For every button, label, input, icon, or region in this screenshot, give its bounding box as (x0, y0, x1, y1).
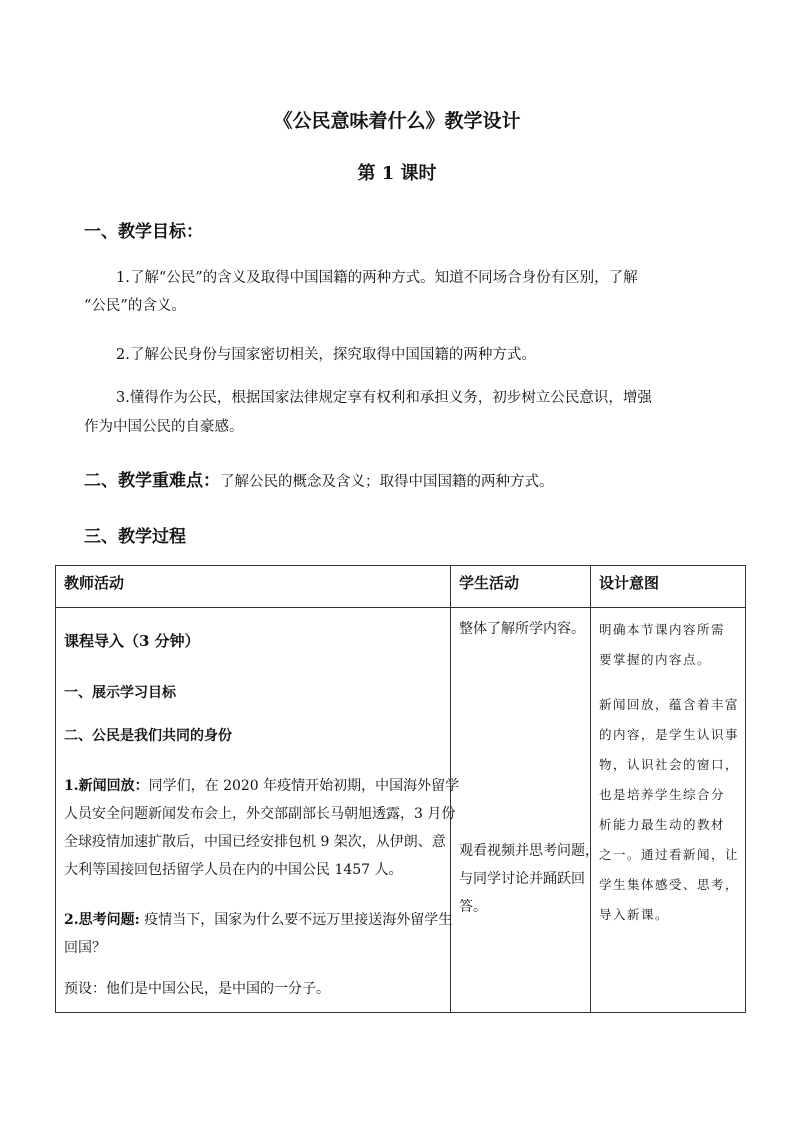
table-header-row (56, 566, 746, 608)
intent-line: 新闻回放，蕴含着丰富 (599, 697, 740, 712)
lesson-subtitle: 第 1 课时 (357, 163, 437, 184)
intent-line: 的内容，是学生认识事 (599, 727, 740, 742)
student-activity-2-line-2: 与同学讨论并踊跃回 (459, 871, 585, 887)
header-student-activity: 学生活动 (451, 566, 591, 608)
table-row (56, 608, 746, 1013)
news-line-3: 全球疫情加速扩散后，中国已经安排包机 9 架次，从伊朗、意 (64, 834, 446, 850)
objective-1-line-1: 1.了解“公民”的含义及取得中国国籍的两种方式。知道不同场合身份有区别，了解 (116, 270, 638, 286)
intent-line: 之一。通过看新闻，让 (599, 847, 740, 862)
header-design-intent: 设计意图 (591, 566, 746, 608)
section-heading-process: 三、教学过程 (84, 527, 186, 547)
question-line-1 (64, 909, 452, 929)
course-intro-heading: 课程导入（3 分钟） (64, 632, 200, 650)
key-points-paragraph (84, 466, 554, 491)
student-activity-1: 整体了解所学内容。 (459, 621, 585, 637)
preset-answer: 预设：他们是中国公民，是中国的一分子。 (64, 981, 330, 997)
header-teacher-activity: 教师活动 (56, 566, 451, 608)
news-line-2: 人员安全问题新闻发布会上，外交部副部长马朝旭透露，3 月份 (64, 806, 456, 822)
step-show-goals: 一、展示学习目标 (64, 685, 176, 701)
student-activity-2-line-1: 观看视频并思考问题， (459, 843, 599, 859)
intent-line: 物，认识社会的窗口， (599, 757, 740, 772)
intent-line: 导入新课。 (599, 907, 670, 922)
intent-line: 学生集体感受、思考， (599, 877, 740, 892)
teaching-process-table (55, 565, 746, 1013)
news-line-1 (64, 775, 459, 795)
student-activity-cell (451, 608, 599, 1013)
question-label: 2.思考问题: (64, 912, 140, 928)
intent-line: 也是培养学生综合分 (599, 787, 726, 802)
objective-2: 2.了解公民身份与国家密切相关，探究取得中国国籍的两种方式。 (116, 347, 536, 363)
teacher-activity-cell (56, 608, 460, 1013)
student-activity-2-line-3: 答。 (459, 899, 487, 915)
news-line-4: 大利等国接回包括留学人员在内的中国公民 1457 人。 (64, 862, 403, 878)
key-points-text: 了解公民的概念及含义；取得中国国籍的两种方式。 (220, 474, 554, 490)
intent-line: 析能力最生动的教材 (599, 817, 726, 832)
objective-3-line-2: 作为中国公民的自豪感。 (84, 419, 244, 435)
design-intent-cell (591, 608, 746, 1013)
objective-1-line-2: “公民”的含义。 (84, 298, 186, 314)
news-text-1: 同学们，在 2020 年疫情开始初期，中国海外留学 (148, 778, 460, 794)
intent-line: 要掌握的内容点。 (599, 652, 712, 667)
step-citizen-identity: 二、公民是我们共同的身份 (64, 728, 232, 744)
document-title: 《公民意味着什么》教学设计 (273, 110, 521, 132)
question-text-1: 疫情当下，国家为什么要不远万里接送海外留学生 (139, 912, 453, 928)
section-heading-key-points: 二、教学重难点： (84, 471, 220, 491)
intent-line: 明确本节课内容所需 (599, 622, 726, 637)
news-label: 1.新闻回放： (64, 778, 149, 794)
objective-3-line-1: 3.懂得作为公民，根据国家法律规定享有权利和承担义务，初步树立公民意识，增强 (116, 390, 652, 406)
section-heading-objectives: 一、教学目标： (84, 222, 203, 242)
question-line-2: 回国？ (64, 940, 106, 956)
